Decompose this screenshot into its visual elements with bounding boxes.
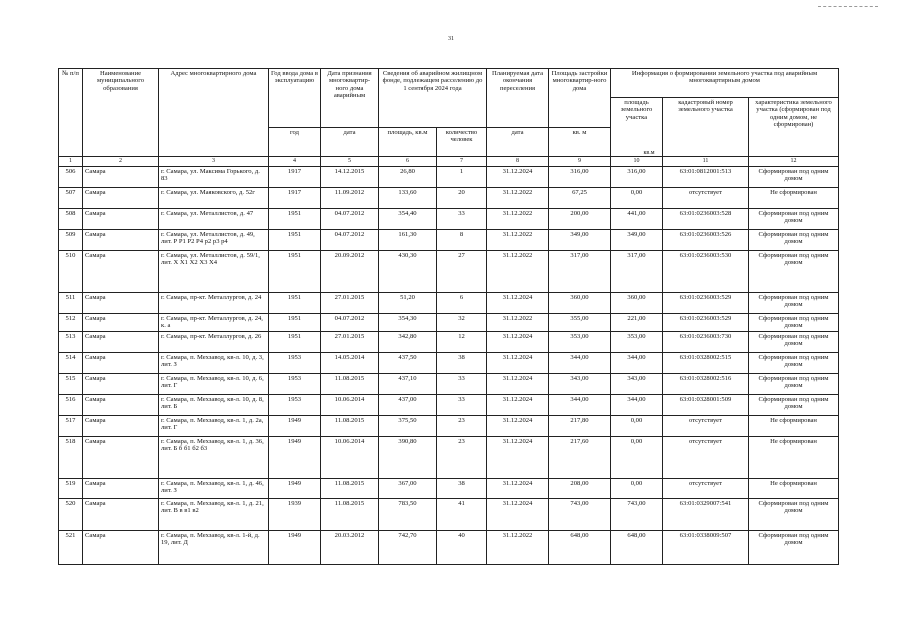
- cell-recognition-date: 04.07.2012: [321, 209, 379, 230]
- cell-municipality: Самара: [83, 478, 159, 498]
- cell-land-characteristic: Не сформирован: [749, 436, 839, 478]
- cell-recognition-date: 27.01.2015: [321, 293, 379, 314]
- cell-recognition-date: 11.08.2015: [321, 478, 379, 498]
- cell-living-area: 161,30: [379, 230, 437, 251]
- cell-municipality: Самара: [83, 230, 159, 251]
- cell-planned-date: 31.12.2024: [487, 436, 549, 478]
- cell-land-characteristic: Не сформирован: [749, 188, 839, 209]
- cell-cadastral-number: 63:01:0236003:526: [663, 230, 749, 251]
- cell-people-count: 27: [437, 251, 487, 293]
- unit-people: количество человек: [437, 128, 487, 157]
- cell-year-built: 1949: [269, 478, 321, 498]
- cell-land-area: 353,00: [611, 331, 663, 352]
- cell-year-built: 1917: [269, 188, 321, 209]
- cell-building-area: 344,00: [549, 352, 611, 373]
- table-row: [59, 188, 839, 209]
- cell-cadastral-number: 63:01:0328001:509: [663, 394, 749, 415]
- cell-cadastral-number: отсутствует: [663, 415, 749, 436]
- cell-living-area: 430,30: [379, 251, 437, 293]
- cell-people-count: 41: [437, 498, 487, 530]
- cell-land-area: 221,00: [611, 314, 663, 332]
- cell-recognition-date: 27.01.2015: [321, 331, 379, 352]
- cell-land-area: 441,00: [611, 209, 663, 230]
- cell-recognition-date: 11.08.2015: [321, 373, 379, 394]
- cell-land-area: 344,00: [611, 394, 663, 415]
- cell-address: г. Самара, ул. Металлистов, д. 49, лит. Р Р1 Р2 Р4 р2 р3 р4: [159, 230, 269, 251]
- table-row: [59, 331, 839, 352]
- cell-people-count: 33: [437, 209, 487, 230]
- cell-address: г. Самара, п. Мехзавод, кв-л. 1, д. 2а, лит. Г: [159, 415, 269, 436]
- unit-area: площадь, кв.м: [379, 128, 437, 157]
- cell-land-area: 344,00: [611, 352, 663, 373]
- table-row: [59, 251, 839, 293]
- cell-people-count: 33: [437, 394, 487, 415]
- cell-municipality: Самара: [83, 352, 159, 373]
- unit-date: дата: [321, 128, 379, 157]
- cell-living-area: 437,10: [379, 373, 437, 394]
- cell-cadastral-number: 63:01:0328002:515: [663, 352, 749, 373]
- cell-land-characteristic: Сформирован под одним домом: [749, 530, 839, 564]
- cell-living-area: 783,50: [379, 498, 437, 530]
- cell-land-characteristic: Не сформирован: [749, 478, 839, 498]
- emergency-housing-table: [58, 68, 839, 565]
- cell-recognition-date: 10.06.2014: [321, 394, 379, 415]
- cell-land-characteristic: Сформирован под одним домом: [749, 394, 839, 415]
- cell-year-built: 1939: [269, 498, 321, 530]
- cell-living-area: 354,30: [379, 314, 437, 332]
- cell-row-number: 518: [59, 436, 83, 478]
- table-row: [59, 209, 839, 230]
- cell-year-built: 1951: [269, 209, 321, 230]
- column-number: 2: [83, 157, 159, 167]
- cell-land-characteristic: Сформирован под одним домом: [749, 352, 839, 373]
- cell-planned-date: 31.12.2024: [487, 293, 549, 314]
- cell-planned-date: 31.12.2024: [487, 167, 549, 188]
- cell-land-characteristic: Сформирован под одним домом: [749, 209, 839, 230]
- cell-land-characteristic: Сформирован под одним домом: [749, 251, 839, 293]
- header-emergency-info: Сведения об аварийном жилищном фонде, подлежащем расселению до 1 сентября 2024 года: [379, 69, 487, 128]
- cell-building-area: 317,00: [549, 251, 611, 293]
- column-number: 10: [611, 157, 663, 167]
- cell-municipality: Самара: [83, 436, 159, 478]
- cell-land-characteristic: Не сформирован: [749, 415, 839, 436]
- cell-address: г. Самара, пр-кт. Металлургов, д. 24, к. а: [159, 314, 269, 332]
- cell-people-count: 38: [437, 352, 487, 373]
- cell-land-area: 743,00: [611, 498, 663, 530]
- page-number: 31: [448, 36, 454, 42]
- cell-living-area: 390,80: [379, 436, 437, 478]
- column-number: 6: [379, 157, 437, 167]
- unit-year: год: [269, 128, 321, 157]
- cell-people-count: 8: [437, 230, 487, 251]
- cell-building-area: 743,00: [549, 498, 611, 530]
- cell-planned-date: 31.12.2022: [487, 530, 549, 564]
- cell-land-area: 360,00: [611, 293, 663, 314]
- cell-address: г. Самара, п. Мехзавод, кв-л. 10, д. 6, лит. Г: [159, 373, 269, 394]
- cell-year-built: 1951: [269, 251, 321, 293]
- cell-living-area: 26,80: [379, 167, 437, 188]
- cell-year-built: 1953: [269, 394, 321, 415]
- cell-building-area: 316,00: [549, 167, 611, 188]
- cell-address: г. Самара, п. Мехзавод, кв-л. 1, д. 46, лит. З: [159, 478, 269, 498]
- cell-people-count: 1: [437, 167, 487, 188]
- cell-municipality: Самара: [83, 188, 159, 209]
- cell-living-area: 342,80: [379, 331, 437, 352]
- cell-building-area: 217,80: [549, 415, 611, 436]
- cell-planned-date: 31.12.2024: [487, 415, 549, 436]
- cell-planned-date: 31.12.2024: [487, 373, 549, 394]
- cell-row-number: 514: [59, 352, 83, 373]
- cell-municipality: Самара: [83, 209, 159, 230]
- header-land-area: площадь земельного участка: [611, 98, 663, 157]
- cell-people-count: 20: [437, 188, 487, 209]
- cell-address: г. Самара, п. Мехзавод, кв-л. 1-й, д. 19, лит. Д: [159, 530, 269, 564]
- cell-planned-date: 31.12.2022: [487, 209, 549, 230]
- cell-land-characteristic: Сформирован под одним домом: [749, 314, 839, 332]
- cell-building-area: 208,00: [549, 478, 611, 498]
- scan-edge-mark: [818, 6, 878, 7]
- table-row: [59, 394, 839, 415]
- header-planned-date: Планируемая дата окончания переселения: [487, 69, 549, 128]
- cell-land-area: 0,00: [611, 415, 663, 436]
- cell-land-characteristic: Сформирован под одним домом: [749, 293, 839, 314]
- cell-recognition-date: 04.07.2012: [321, 314, 379, 332]
- cell-living-area: 437,00: [379, 394, 437, 415]
- cell-people-count: 23: [437, 436, 487, 478]
- cell-land-characteristic: Сформирован под одним домом: [749, 230, 839, 251]
- header-no: № п/п: [59, 69, 83, 157]
- header-municipality: Наименование муниципального образования: [83, 69, 159, 157]
- column-number: 1: [59, 157, 83, 167]
- cell-municipality: Самара: [83, 331, 159, 352]
- column-number: 8: [487, 157, 549, 167]
- cell-municipality: Самара: [83, 293, 159, 314]
- cell-year-built: 1951: [269, 230, 321, 251]
- cell-building-area: 353,00: [549, 331, 611, 352]
- header-recognized: Дата признания многоквартир-ного дома аварийным: [321, 69, 379, 128]
- cell-cadastral-number: 63:01:0812001:513: [663, 167, 749, 188]
- cell-living-area: 375,50: [379, 415, 437, 436]
- cell-building-area: 344,00: [549, 394, 611, 415]
- cell-living-area: 367,00: [379, 478, 437, 498]
- cell-address: г. Самара, пр-кт. Металлургов, д. 24: [159, 293, 269, 314]
- cell-people-count: 6: [437, 293, 487, 314]
- cell-people-count: 12: [437, 331, 487, 352]
- table-row: [59, 498, 839, 530]
- cell-planned-date: 31.12.2022: [487, 314, 549, 332]
- cell-year-built: 1949: [269, 415, 321, 436]
- cell-address: г. Самара, п. Мехзавод, кв-л. 10, д. 3, лит. З: [159, 352, 269, 373]
- cell-row-number: 515: [59, 373, 83, 394]
- cell-municipality: Самара: [83, 167, 159, 188]
- cell-living-area: 742,70: [379, 530, 437, 564]
- table-row: [59, 314, 839, 332]
- cell-recognition-date: 14.12.2015: [321, 167, 379, 188]
- cell-building-area: 343,00: [549, 373, 611, 394]
- cell-living-area: 354,40: [379, 209, 437, 230]
- column-number: 5: [321, 157, 379, 167]
- column-number-row: [59, 157, 839, 167]
- cell-recognition-date: 11.09.2012: [321, 188, 379, 209]
- column-number: 3: [159, 157, 269, 167]
- cell-land-area: 316,00: [611, 167, 663, 188]
- cell-cadastral-number: 63:01:0236003:528: [663, 209, 749, 230]
- cell-row-number: 510: [59, 251, 83, 293]
- cell-recognition-date: 10.06.2014: [321, 436, 379, 478]
- cell-land-characteristic: Сформирован под одним домом: [749, 167, 839, 188]
- cell-year-built: 1953: [269, 373, 321, 394]
- cell-address: г. Самара, п. Мехзавод, кв-л. 1, д. 36, лит. Б б б1 б2 б3: [159, 436, 269, 478]
- column-number: 11: [663, 157, 749, 167]
- cell-living-area: 437,50: [379, 352, 437, 373]
- cell-planned-date: 31.12.2024: [487, 331, 549, 352]
- cell-row-number: 506: [59, 167, 83, 188]
- cell-living-area: 133,60: [379, 188, 437, 209]
- cell-building-area: 648,00: [549, 530, 611, 564]
- cell-year-built: 1951: [269, 331, 321, 352]
- cell-cadastral-number: 63:01:0236003:530: [663, 251, 749, 293]
- cell-municipality: Самара: [83, 498, 159, 530]
- cell-row-number: 517: [59, 415, 83, 436]
- cell-row-number: 512: [59, 314, 83, 332]
- cell-row-number: 516: [59, 394, 83, 415]
- cell-recognition-date: 14.05.2014: [321, 352, 379, 373]
- cell-municipality: Самара: [83, 394, 159, 415]
- cell-year-built: 1951: [269, 293, 321, 314]
- cell-planned-date: 31.12.2022: [487, 230, 549, 251]
- cell-address: г. Самара, ул. Металлистов, д. 47: [159, 209, 269, 230]
- cell-land-area: 0,00: [611, 436, 663, 478]
- cell-row-number: 521: [59, 530, 83, 564]
- header-year: Год ввода дома в эксплуатацию: [269, 69, 321, 128]
- cell-year-built: 1917: [269, 167, 321, 188]
- cell-people-count: 38: [437, 478, 487, 498]
- cell-cadastral-number: 63:01:0329007:541: [663, 498, 749, 530]
- cell-land-area: 317,00: [611, 251, 663, 293]
- cell-row-number: 519: [59, 478, 83, 498]
- cell-people-count: 23: [437, 415, 487, 436]
- column-number: 4: [269, 157, 321, 167]
- cell-year-built: 1951: [269, 314, 321, 332]
- column-number: 12: [749, 157, 839, 167]
- cell-land-characteristic: Сформирован под одним домом: [749, 331, 839, 352]
- cell-address: г. Самара, п. Мехзавод, кв-л. 10, д. 8, лит. Б: [159, 394, 269, 415]
- table-row: [59, 293, 839, 314]
- table-row: [59, 230, 839, 251]
- cell-municipality: Самара: [83, 530, 159, 564]
- cell-planned-date: 31.12.2022: [487, 188, 549, 209]
- header-cadastral: кадастровый номер земельного участка: [663, 98, 749, 157]
- cell-land-characteristic: Сформирован под одним домом: [749, 498, 839, 530]
- cell-row-number: 507: [59, 188, 83, 209]
- column-number: 7: [437, 157, 487, 167]
- table-row: [59, 167, 839, 188]
- unit-building-sqm: кв. м: [549, 128, 611, 157]
- cell-address: г. Самара, ул. Маяковского, д. 52г: [159, 188, 269, 209]
- cell-land-area: 0,00: [611, 188, 663, 209]
- cell-land-area: 349,00: [611, 230, 663, 251]
- cell-municipality: Самара: [83, 314, 159, 332]
- cell-land-characteristic: Сформирован под одним домом: [749, 373, 839, 394]
- cell-address: г. Самара, пр-кт. Металлургов, д. 26: [159, 331, 269, 352]
- table-body: [59, 167, 839, 565]
- cell-address: г. Самара, ул. Металлистов, д. 59/1, лит. Х Х1 Х2 Х3 Х4: [159, 251, 269, 293]
- cell-year-built: 1949: [269, 436, 321, 478]
- table-row: [59, 373, 839, 394]
- cell-planned-date: 31.12.2024: [487, 394, 549, 415]
- cell-year-built: 1953: [269, 352, 321, 373]
- cell-land-area: 648,00: [611, 530, 663, 564]
- header-characteristic: характеристика земельного участка (сформирован под одним домом, не сформирован): [749, 98, 839, 157]
- cell-cadastral-number: 63:01:0328002:516: [663, 373, 749, 394]
- header-land-info: Информация о формировании земельного участка под аварийным многоквартирным домом: [611, 69, 839, 98]
- cell-building-area: 355,00: [549, 314, 611, 332]
- cell-row-number: 509: [59, 230, 83, 251]
- cell-row-number: 508: [59, 209, 83, 230]
- cell-year-built: 1949: [269, 530, 321, 564]
- cell-land-area: 343,00: [611, 373, 663, 394]
- cell-cadastral-number: 63:01:0236003:730: [663, 331, 749, 352]
- cell-cadastral-number: 63:01:0236003:529: [663, 314, 749, 332]
- unit-land-sqm: кв.м: [643, 150, 655, 156]
- cell-land-area: 0,00: [611, 478, 663, 498]
- table-row: [59, 415, 839, 436]
- cell-cadastral-number: 63:01:0338009:507: [663, 530, 749, 564]
- cell-recognition-date: 11.08.2015: [321, 415, 379, 436]
- cell-recognition-date: 11.08.2015: [321, 498, 379, 530]
- header-address: Адрес многоквартирного дома: [159, 69, 269, 157]
- cell-cadastral-number: отсутствует: [663, 188, 749, 209]
- column-number: 9: [549, 157, 611, 167]
- cell-row-number: 511: [59, 293, 83, 314]
- cell-recognition-date: 20.09.2012: [321, 251, 379, 293]
- unit-planned-date: дата: [487, 128, 549, 157]
- cell-address: г. Самара, п. Мехзавод, кв-л. 1, д. 21, лит. В в в1 в2: [159, 498, 269, 530]
- cell-planned-date: 31.12.2022: [487, 251, 549, 293]
- header-building-area: Площадь застройки многоквартир-ного дома: [549, 69, 611, 128]
- cell-people-count: 40: [437, 530, 487, 564]
- cell-row-number: 520: [59, 498, 83, 530]
- cell-living-area: 51,20: [379, 293, 437, 314]
- table-row: [59, 436, 839, 478]
- cell-planned-date: 31.12.2024: [487, 478, 549, 498]
- cell-people-count: 33: [437, 373, 487, 394]
- cell-cadastral-number: 63:01:0236003:529: [663, 293, 749, 314]
- cell-recognition-date: 04.07.2012: [321, 230, 379, 251]
- cell-address: г. Самара, ул. Максима Горького, д. 83: [159, 167, 269, 188]
- cell-building-area: 217,60: [549, 436, 611, 478]
- cell-planned-date: 31.12.2024: [487, 498, 549, 530]
- table-row: [59, 352, 839, 373]
- cell-cadastral-number: отсутствует: [663, 436, 749, 478]
- cell-building-area: 200,00: [549, 209, 611, 230]
- table-row: [59, 530, 839, 564]
- cell-building-area: 67,25: [549, 188, 611, 209]
- cell-cadastral-number: отсутствует: [663, 478, 749, 498]
- cell-people-count: 32: [437, 314, 487, 332]
- cell-planned-date: 31.12.2024: [487, 352, 549, 373]
- cell-row-number: 513: [59, 331, 83, 352]
- cell-building-area: 360,00: [549, 293, 611, 314]
- cell-municipality: Самара: [83, 251, 159, 293]
- cell-municipality: Самара: [83, 373, 159, 394]
- table-row: [59, 478, 839, 498]
- cell-municipality: Самара: [83, 415, 159, 436]
- cell-building-area: 349,00: [549, 230, 611, 251]
- cell-recognition-date: 20.03.2012: [321, 530, 379, 564]
